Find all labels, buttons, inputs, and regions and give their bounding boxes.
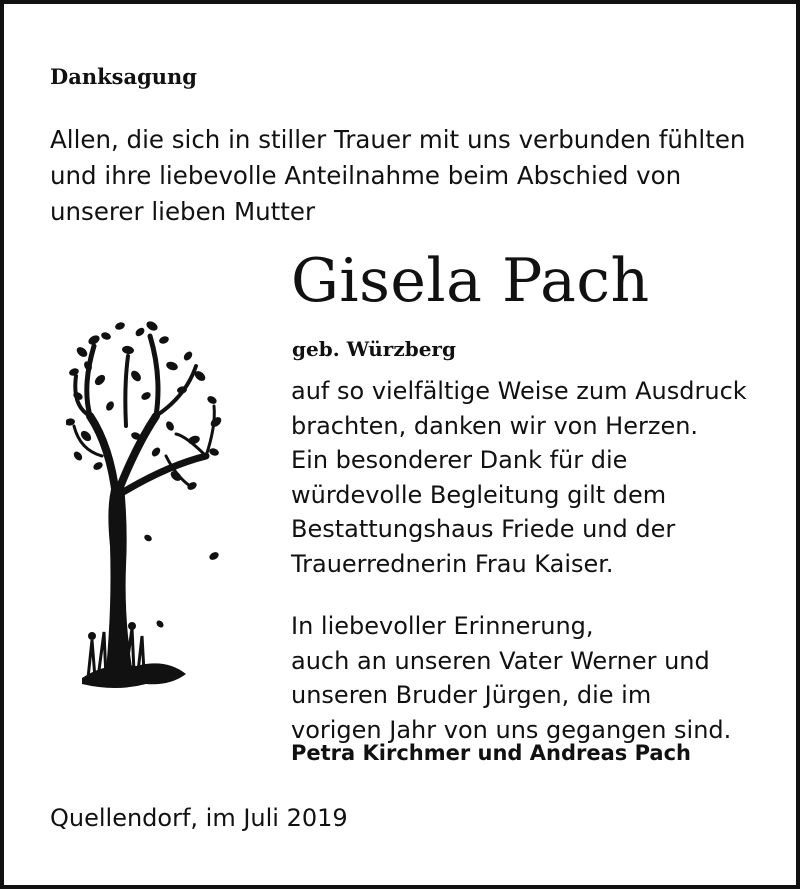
thanks-line: Bestattungshaus Friede und der [291,515,676,543]
thanks-line: Ein besonderer Dank für die [291,446,628,474]
intro-text [50,122,770,230]
thanks-line: Trauerrednerin Frau Kaiser. [291,549,614,578]
signature: Petra Kirchmer und Andreas Pach [291,741,691,765]
thanks-line: brachten, danken wir von Herzen. [291,411,699,440]
heading: Danksagung [50,64,197,89]
intro-line: unserer lieben Mutter [50,197,316,226]
memory-line: auch an unseren Vater Werner und [291,646,710,675]
intro-line: Allen, die sich in stiller Trauer mit uns verbunden fühlten [50,125,746,154]
place-date: Quellendorf, im Juli 2019 [50,804,348,832]
tree-icon [66,306,226,706]
thanks-text [291,374,747,581]
memory-line: unseren Bruder Jürgen, die im [291,681,652,709]
memory-line: vorigen Jahr von uns gegangen sind. [291,715,732,744]
intro-line: und ihre liebevolle Anteilnahme beim Abschied von [50,161,682,190]
memory-text [291,609,731,747]
thanks-line: würdevolle Begleitung gilt dem [291,480,667,509]
maiden-name: geb. Würzberg [292,337,456,361]
thanks-line: auf so vielfältige Weise zum Ausdruck [291,377,747,405]
memory-line: In liebevoller Erinnerung, [291,612,594,640]
deceased-name: Gisela Pach [291,246,650,316]
